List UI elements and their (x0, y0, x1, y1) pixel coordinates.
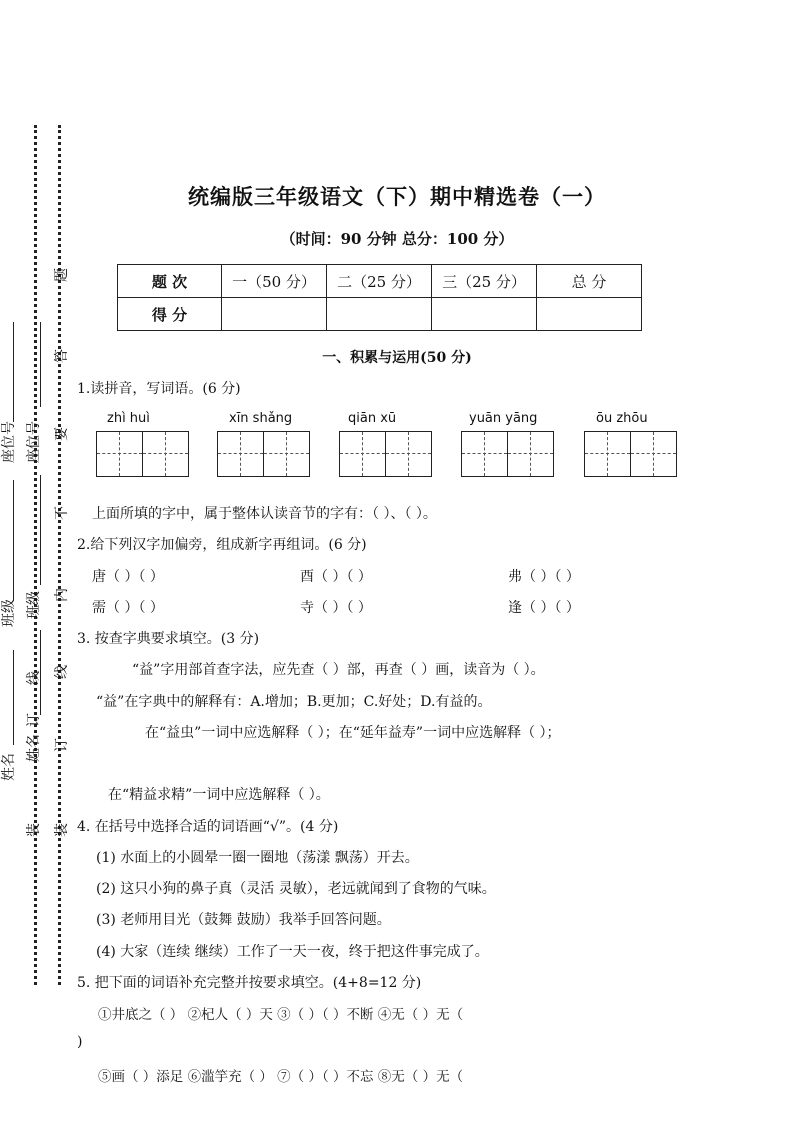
binding-dotted-line-outer (34, 125, 37, 985)
pinyin-label: yuān yāng (469, 411, 538, 426)
warning-char: 题 (54, 268, 70, 282)
exam-subtitle: （时间：90 分钟 总分：100 分） (280, 230, 514, 248)
class-label-inner: 班级 (26, 591, 42, 619)
header-cell: 总 分 (537, 265, 642, 298)
warning-char: 答 (54, 349, 70, 363)
seat-label-inner: 座位号 (26, 421, 42, 463)
name-label: 姓名 (1, 753, 17, 781)
writing-grid[interactable] (96, 431, 189, 477)
score-table (117, 264, 642, 331)
question-4-item: (1) 水面上的小圆晕一圈一圈地（荡漾 飘荡）开去。 (96, 850, 419, 866)
radical-item: 逢（ ）（ ） (508, 600, 580, 616)
radical-item: 弗（ ）（ ） (508, 569, 580, 585)
exam-title: 统编版三年级语文（下）期中精选卷（一） (188, 184, 606, 209)
writing-grid[interactable] (217, 431, 310, 477)
writing-grid[interactable] (339, 431, 432, 477)
bind-char: 订 (26, 713, 42, 727)
warning-char: 订 (54, 738, 70, 752)
header-cell: 题 次 (118, 265, 222, 298)
bind-char: 装 (26, 823, 42, 837)
warning-char: 要 (54, 427, 70, 441)
score-table-header-row (118, 265, 642, 298)
question-4-item: (3) 老师用目光（鼓舞 鼓励）我举手回答问题。 (96, 912, 391, 928)
warning-char: 不 (54, 506, 70, 520)
radical-item: 寺（ ）（ ） (300, 600, 372, 616)
idiom-row: ⑤画（ ）添足 ⑥滥竽充（ ） ⑦（ ）（ ）不忘 ⑧无（ ）无（ (98, 1069, 464, 1085)
radical-item: 酉（ ）（ ） (300, 569, 372, 585)
question-4-item: (2) 这只小狗的鼻子真（灵活 灵敏），老远就闻到了食物的气味。 (96, 881, 496, 897)
pinyin-label: xīn shǎng (229, 411, 293, 426)
warning-char: 装 (54, 823, 70, 837)
question-3-title: 3. 按查字典要求填空。(3 分) (77, 631, 260, 647)
bind-char: 线 (26, 671, 42, 685)
section-heading: 一、积累与运用(50 分) (322, 350, 472, 366)
class-underline-inner (40, 475, 41, 585)
warning-char: 线 (54, 665, 70, 679)
name-label-inner: 姓名 (26, 734, 42, 762)
radical-item: 唐（ ）（ ） (92, 569, 164, 585)
class-label: 班级 (1, 599, 17, 627)
writing-grid[interactable] (461, 431, 554, 477)
score-cell[interactable] (432, 298, 537, 331)
writing-grid[interactable] (584, 431, 677, 477)
header-cell: 三（25 分） (432, 265, 537, 298)
question-3-line: “益”字用部首查字法，应先查（ ）部，再查（ ）画，读音为（ ）。 (132, 662, 545, 678)
idiom-row: ①井底之（ ） ②杞人（ ）天 ③（ ）（ ）不断 ④无（ ）无（ (98, 1007, 464, 1023)
header-cell: 一（50 分） (222, 265, 327, 298)
radical-item: 需（ ）（ ） (92, 600, 164, 616)
class-underline (13, 480, 14, 600)
pinyin-label: qiān xū (348, 411, 397, 426)
pinyin-label: zhì huì (107, 411, 150, 426)
name-underline (13, 650, 14, 745)
score-cell[interactable] (327, 298, 432, 331)
question-1-title: 1.读拼音，写词语。(6 分) (77, 381, 241, 397)
question-3-line: “益”在字典中的解释有：A.增加；B.更加；C.好处；D.有益的。 (96, 694, 492, 710)
question-3-line: 在“益虫”一词中应选解释（ ）；在“延年益寿”一词中应选解释（ ）； (145, 725, 561, 741)
question-5-title: 5. 把下面的词语补充完整并按要求填空。(4+8=12 分) (77, 975, 422, 991)
pinyin-label: ōu zhōu (596, 411, 648, 426)
score-cell[interactable] (537, 298, 642, 331)
score-cell[interactable] (222, 298, 327, 331)
idiom-row-continued: ) (77, 1034, 83, 1050)
question-2-title: 2.给下列汉字加偏旁，组成新字再组词。(6 分) (77, 537, 367, 553)
question-3-line: 在“精益求精”一词中应选解释（ ）。 (108, 787, 330, 803)
question-4-title: 4. 在括号中选择合适的词语画“√”。(4 分) (77, 819, 339, 835)
seat-underline (13, 322, 14, 422)
seat-label: 座位号 (1, 421, 17, 463)
warning-char: 内 (54, 588, 70, 602)
question-1-note: 上面所填的字中，属于整体认读音节的字有：（ ）、（ ）。 (92, 506, 437, 522)
question-4-item: (4) 大家（连续 继续）工作了一天一夜，终于把这件事完成了。 (96, 944, 489, 960)
score-table-score-row (118, 298, 642, 331)
binding-dotted-line-inner (58, 125, 61, 985)
header-cell: 二（25 分） (327, 265, 432, 298)
row-label: 得 分 (118, 298, 222, 331)
